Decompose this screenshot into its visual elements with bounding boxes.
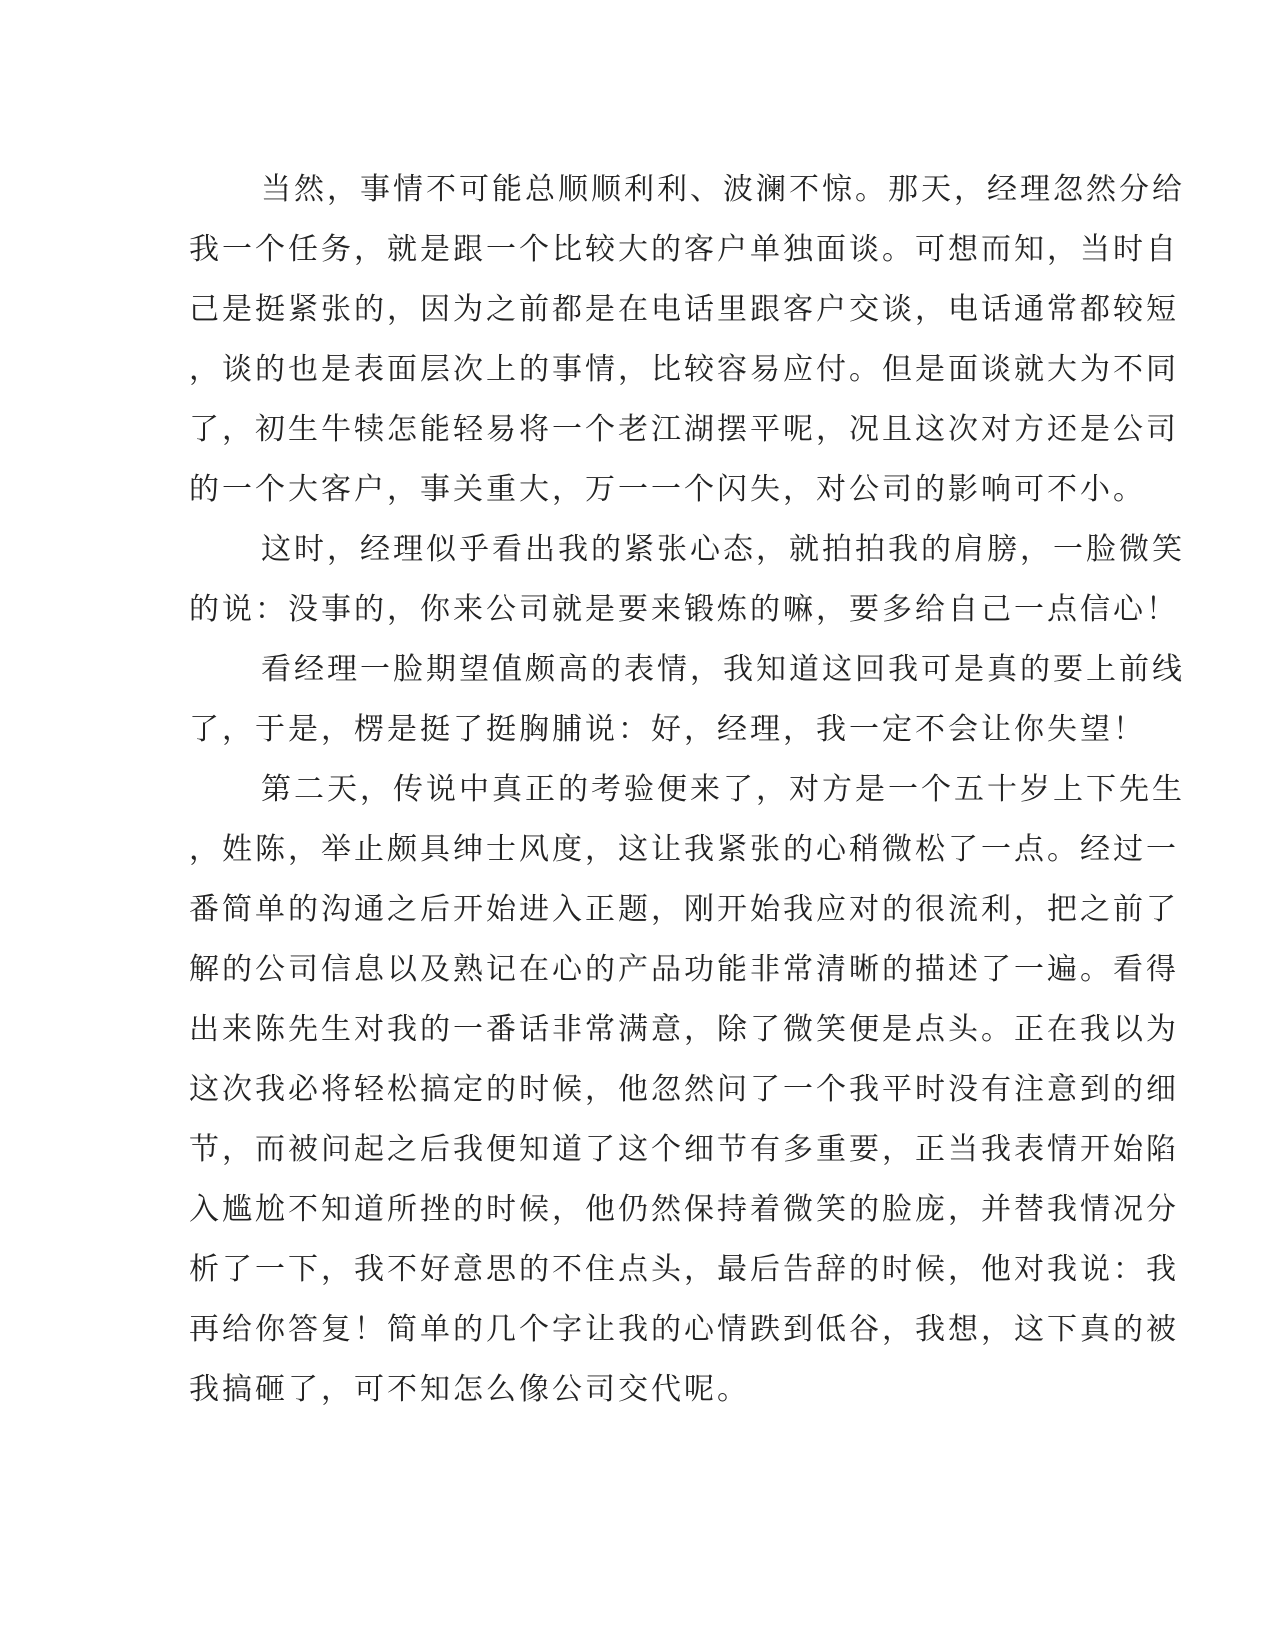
paragraph-1-line-3: 己是挺紧张的，因为之前都是在电话里跟客户交谈，电话通常都较短 bbox=[189, 292, 1179, 327]
paragraph-4-line-11: 我搞砸了，可不知怎么像公司交代呢。 bbox=[189, 1372, 750, 1407]
paragraph-4-line-6: 这次我必将轻松搞定的时候，他忽然问了一个我平时没有注意到的细 bbox=[189, 1072, 1179, 1107]
paragraph-1-line-1: 当然，事情不可能总顺顺利利、波澜不惊。那天，经理忽然分给 bbox=[261, 172, 1185, 207]
paragraph-2-line-2: 的说：没事的，你来公司就是要来锻炼的嘛，要多给自己一点信心！ bbox=[189, 592, 1179, 627]
paragraph-1-line-4: ，谈的也是表面层次上的事情，比较容易应付。但是面谈就大为不同 bbox=[189, 352, 1179, 387]
paragraph-4-line-7: 节，而被问起之后我便知道了这个细节有多重要，正当我表情开始陷 bbox=[189, 1132, 1179, 1167]
paragraph-4-line-9: 析了一下，我不好意思的不住点头，最后告辞的时候，他对我说：我 bbox=[189, 1252, 1179, 1287]
paragraph-4-line-1: 第二天，传说中真正的考验便来了，对方是一个五十岁上下先生 bbox=[261, 772, 1185, 807]
paragraph-1-line-6: 的一个大客户，事关重大，万一一个闪失，对公司的影响可不小。 bbox=[189, 472, 1146, 507]
paragraph-2-line-1: 这时，经理似乎看出我的紧张心态，就拍拍我的肩膀，一脸微笑 bbox=[261, 532, 1185, 567]
paragraph-1-line-2: 我一个任务，就是跟一个比较大的客户单独面谈。可想而知，当时自 bbox=[189, 232, 1179, 267]
paragraph-4-line-5: 出来陈先生对我的一番话非常满意，除了微笑便是点头。正在我以为 bbox=[189, 1012, 1179, 1047]
paragraph-3-line-1: 看经理一脸期望值颇高的表情，我知道这回我可是真的要上前线 bbox=[261, 652, 1185, 687]
paragraph-4-line-4: 解的公司信息以及熟记在心的产品功能非常清晰的描述了一遍。看得 bbox=[189, 952, 1179, 987]
paragraph-1-line-5: 了，初生牛犊怎能轻易将一个老江湖摆平呢，况且这次对方还是公司 bbox=[189, 412, 1179, 447]
paragraph-4-line-8: 入尴尬不知道所挫的时候，他仍然保持着微笑的脸庞，并替我情况分 bbox=[189, 1192, 1179, 1227]
paragraph-4-line-10: 再给你答复！简单的几个字让我的心情跌到低谷，我想，这下真的被 bbox=[189, 1312, 1179, 1347]
paragraph-3-line-2: 了，于是，楞是挺了挺胸脯说：好，经理，我一定不会让你失望！ bbox=[189, 712, 1146, 747]
paragraph-4-line-2: ，姓陈，举止颇具绅士风度，这让我紧张的心稍微松了一点。经过一 bbox=[189, 832, 1179, 867]
paragraph-4-line-3: 番简单的沟通之后开始进入正题，刚开始我应对的很流利，把之前了 bbox=[189, 892, 1179, 927]
body-text bbox=[189, 160, 1185, 1420]
